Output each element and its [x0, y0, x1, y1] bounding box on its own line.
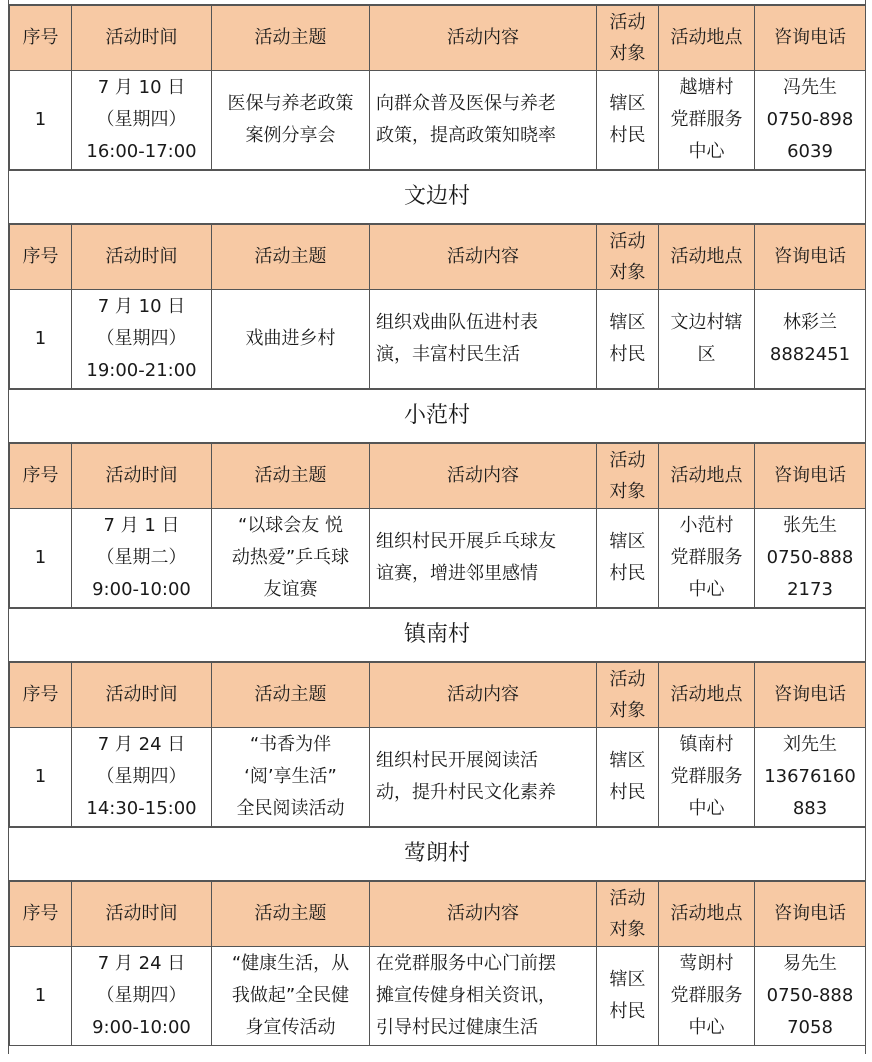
village-title: 文边村 — [9, 170, 865, 224]
header-time: 活动时间 — [72, 444, 212, 509]
cell-theme: 戏曲进乡村 — [212, 290, 370, 389]
cell-place: 文边村辖 区 — [659, 290, 755, 389]
village-title: 莺朗村 — [9, 827, 865, 881]
header-target: 活动 对象 — [597, 882, 659, 947]
cell-time: 7 月 1 日 （星期二） 9:00-10:00 — [72, 509, 212, 608]
cell-target: 辖区 村民 — [597, 947, 659, 1046]
table-header-row — [10, 882, 866, 947]
header-content: 活动内容 — [370, 225, 597, 290]
header-place: 活动地点 — [659, 663, 755, 728]
header-place: 活动地点 — [659, 882, 755, 947]
cell-theme: 医保与养老政策 案例分享会 — [212, 71, 370, 170]
table-row — [10, 728, 866, 827]
header-target: 活动 对象 — [597, 444, 659, 509]
cell-place: 镇南村 党群服务 中心 — [659, 728, 755, 827]
header-theme: 活动主题 — [212, 225, 370, 290]
header-phone: 咨询电话 — [755, 882, 866, 947]
table-header-row — [10, 444, 866, 509]
cell-time: 7 月 24 日 （星期四） 9:00-10:00 — [72, 947, 212, 1046]
header-time: 活动时间 — [72, 882, 212, 947]
header-time: 活动时间 — [72, 6, 212, 71]
header-theme: 活动主题 — [212, 663, 370, 728]
cell-theme: “健康生活，从 我做起”全民健 身宣传活动 — [212, 947, 370, 1046]
cell-content: 在党群服务中心门前摆 摊宣传健身相关资讯， 引导村民过健康生活 — [370, 947, 597, 1046]
cell-content: 组织村民开展乒乓球友 谊赛，增进邻里感情 — [370, 509, 597, 608]
header-seq: 序号 — [10, 6, 72, 71]
header-seq: 序号 — [10, 882, 72, 947]
header-target: 活动 对象 — [597, 225, 659, 290]
cell-phone: 易先生 0750-888 7058 — [755, 947, 866, 1046]
cell-content: 向群众普及医保与养老 政策，提高政策知晓率 — [370, 71, 597, 170]
cell-place: 越塘村 党群服务 中心 — [659, 71, 755, 170]
header-place: 活动地点 — [659, 225, 755, 290]
cell-content: 组织村民开展阅读活 动，提升村民文化素养 — [370, 728, 597, 827]
header-theme: 活动主题 — [212, 444, 370, 509]
header-content: 活动内容 — [370, 663, 597, 728]
header-phone: 咨询电话 — [755, 663, 866, 728]
cell-theme: “以球会友 悦 动热爱”乒乓球 友谊赛 — [212, 509, 370, 608]
cell-place: 小范村 党群服务 中心 — [659, 509, 755, 608]
cell-phone: 张先生 0750-888 2173 — [755, 509, 866, 608]
table-row — [10, 290, 866, 389]
activity-table — [9, 662, 866, 827]
cell-seq: 1 — [10, 947, 72, 1046]
table-header-row — [10, 6, 866, 71]
header-seq: 序号 — [10, 444, 72, 509]
cell-seq: 1 — [10, 509, 72, 608]
cell-seq: 1 — [10, 728, 72, 827]
cell-time: 7 月 24 日 （星期四） 14:30-15:00 — [72, 728, 212, 827]
cell-phone: 冯先生 0750-898 6039 — [755, 71, 866, 170]
activity-schedule — [8, 0, 866, 1054]
header-theme: 活动主题 — [212, 6, 370, 71]
header-time: 活动时间 — [72, 663, 212, 728]
activity-table — [9, 443, 866, 608]
cell-time: 7 月 10 日 （星期四） 19:00-21:00 — [72, 290, 212, 389]
header-phone: 咨询电话 — [755, 6, 866, 71]
header-phone: 咨询电话 — [755, 225, 866, 290]
header-seq: 序号 — [10, 663, 72, 728]
header-phone: 咨询电话 — [755, 444, 866, 509]
header-target: 活动 对象 — [597, 663, 659, 728]
cell-theme: “书香为伴 ‘阅’享生活” 全民阅读活动 — [212, 728, 370, 827]
header-theme: 活动主题 — [212, 882, 370, 947]
header-place: 活动地点 — [659, 6, 755, 71]
header-target: 活动 对象 — [597, 6, 659, 71]
table-header-row — [10, 663, 866, 728]
cell-time: 7 月 10 日 （星期四） 16:00-17:00 — [72, 71, 212, 170]
cell-target: 辖区 村民 — [597, 71, 659, 170]
table-header-row — [10, 225, 866, 290]
activity-table — [9, 881, 866, 1046]
cell-phone: 刘先生 13676160 883 — [755, 728, 866, 827]
header-content: 活动内容 — [370, 444, 597, 509]
header-content: 活动内容 — [370, 882, 597, 947]
cell-place: 莺朗村 党群服务 中心 — [659, 947, 755, 1046]
header-time: 活动时间 — [72, 225, 212, 290]
table-row — [10, 71, 866, 170]
cell-target: 辖区 村民 — [597, 728, 659, 827]
header-place: 活动地点 — [659, 444, 755, 509]
header-seq: 序号 — [10, 225, 72, 290]
table-row — [10, 947, 866, 1046]
cell-seq: 1 — [10, 71, 72, 170]
village-title: 镇南村 — [9, 608, 865, 662]
header-content: 活动内容 — [370, 6, 597, 71]
village-title: 小范村 — [9, 389, 865, 443]
cell-target: 辖区 村民 — [597, 509, 659, 608]
cell-content: 组织戏曲队伍进村表 演，丰富村民生活 — [370, 290, 597, 389]
cell-seq: 1 — [10, 290, 72, 389]
bottom-spacer — [9, 1046, 865, 1054]
activity-table — [9, 5, 866, 170]
cell-target: 辖区 村民 — [597, 290, 659, 389]
cell-phone: 林彩兰 8882451 — [755, 290, 866, 389]
activity-table — [9, 224, 866, 389]
table-row — [10, 509, 866, 608]
